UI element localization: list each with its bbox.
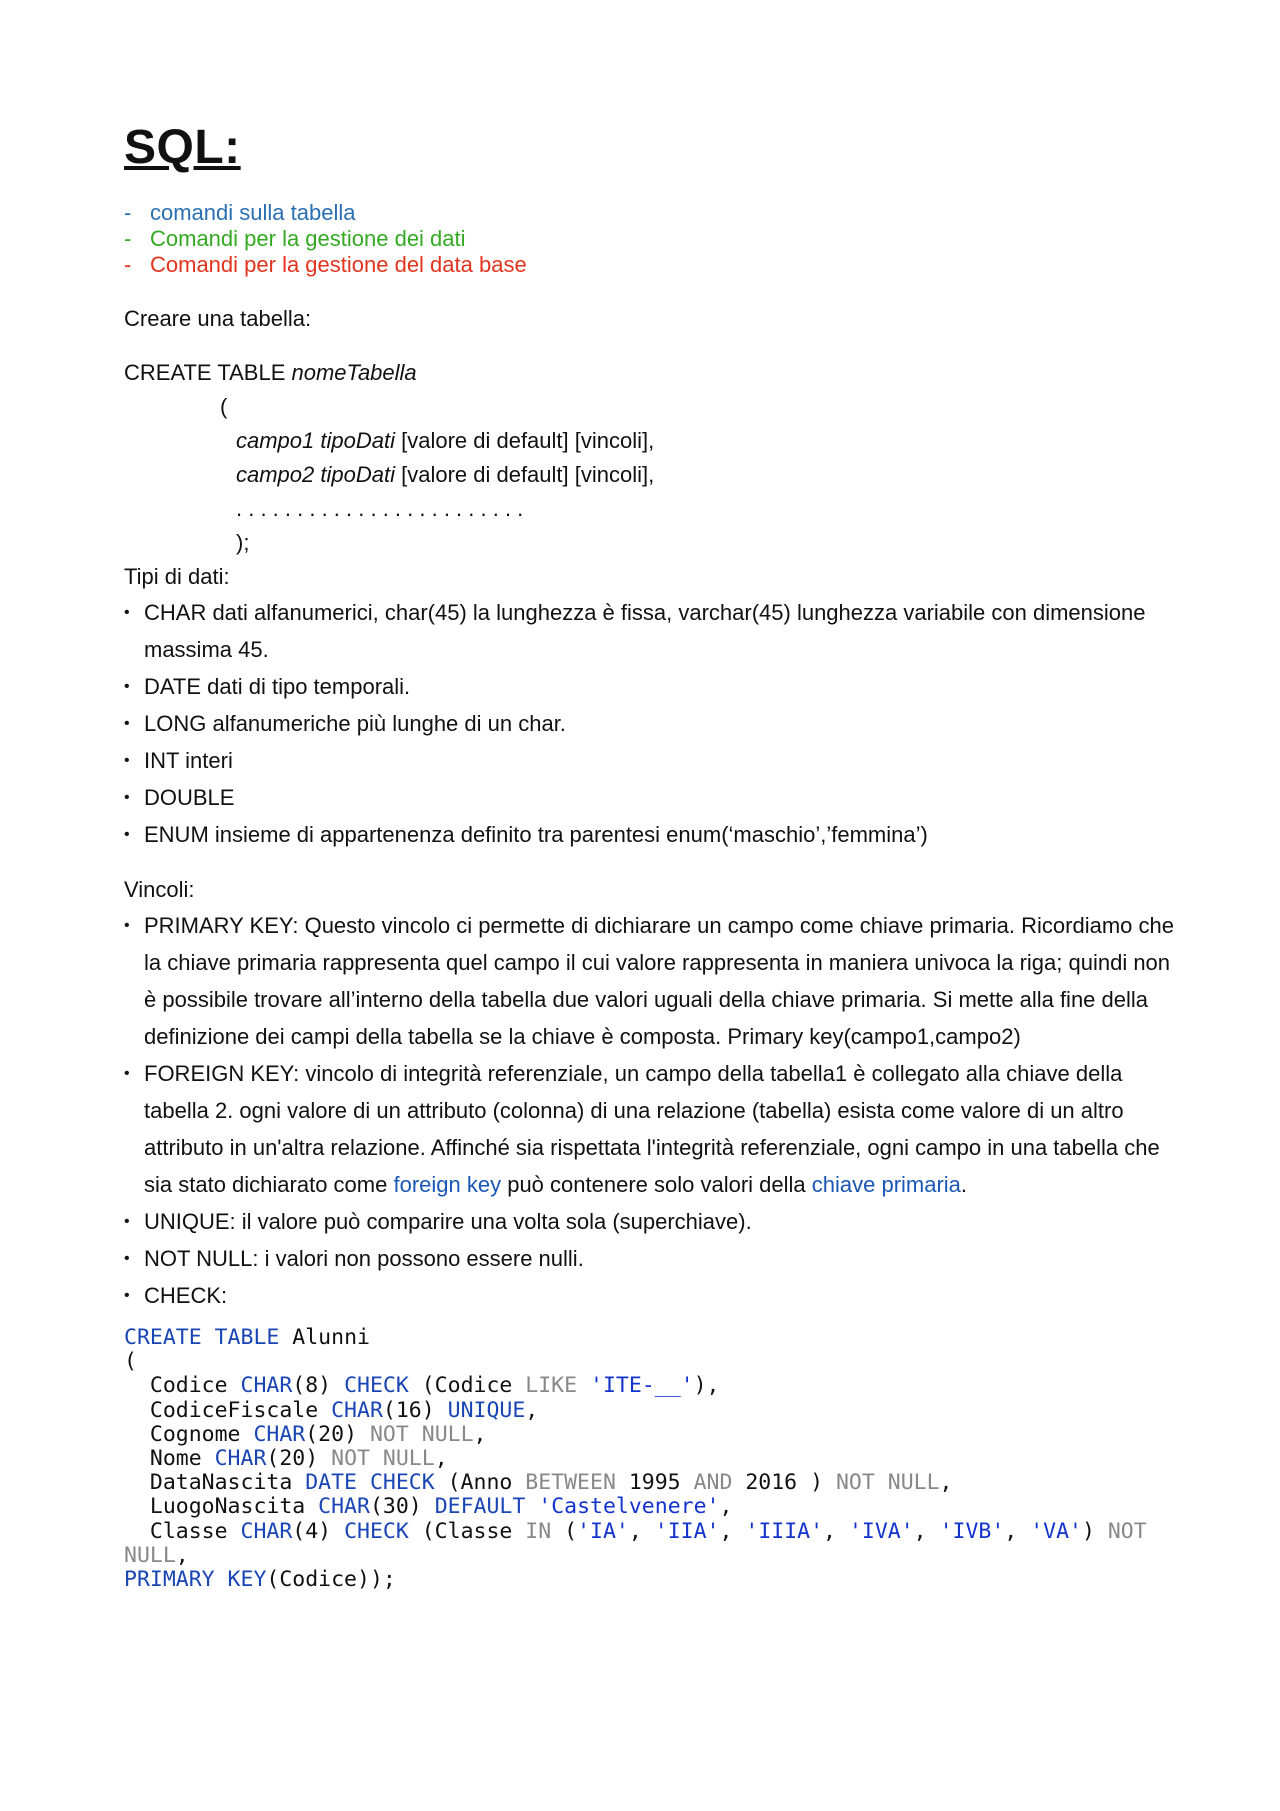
code-line — [124, 1567, 396, 1592]
code-token: (8) — [292, 1373, 345, 1399]
code-token: CodiceFiscale — [124, 1397, 332, 1423]
code-token: LuogoNascita — [124, 1494, 319, 1520]
foreign-key-link[interactable]: foreign key — [393, 1172, 502, 1197]
syntax-field: campo1 tipoDati — [236, 428, 395, 453]
bullet-icon: • — [124, 678, 130, 695]
code-token: 'IIIA' — [745, 1518, 824, 1544]
code-token: (16) — [382, 1397, 448, 1423]
code-token: NOT NULL — [835, 1470, 940, 1496]
code-token: CHAR — [253, 1421, 306, 1447]
code-token: (20) — [266, 1446, 332, 1472]
command-legend — [124, 200, 1184, 278]
bullet-icon: • — [124, 1287, 130, 1304]
code-token: UNIQUE — [447, 1397, 526, 1423]
code-token: , — [525, 1397, 539, 1423]
chiave-primaria-link[interactable]: chiave primaria — [811, 1172, 961, 1197]
syntax-dots: . . . . . . . . . . . . . . . . . . . . . . . . — [236, 496, 524, 521]
code-line — [124, 1422, 486, 1447]
syntax-close-paren: ); — [236, 530, 250, 555]
legend-item — [124, 200, 1184, 226]
list-item — [124, 1203, 1184, 1240]
list-item — [124, 742, 1184, 779]
legend-item — [124, 252, 1184, 278]
code-token: CREATE TABLE — [124, 1325, 280, 1350]
bullet-icon: • — [124, 826, 130, 843]
list-item — [124, 1240, 1184, 1277]
list-item-text: può contenere solo valori della — [501, 1172, 812, 1197]
bullet-icon: • — [124, 715, 130, 732]
code-token: LIKE — [525, 1373, 578, 1399]
code-token: AND — [693, 1470, 733, 1496]
bullet-icon: • — [124, 789, 130, 806]
code-token: CHAR — [240, 1373, 293, 1399]
data-types-heading: Tipi di dati: — [124, 564, 230, 589]
code-line — [124, 1398, 538, 1423]
code-token: NOT — [1107, 1518, 1147, 1544]
code-token: , — [175, 1542, 189, 1568]
create-table-syntax — [124, 356, 1184, 560]
code-token: , — [913, 1518, 940, 1544]
syntax-keyword: CREATE TABLE — [124, 360, 292, 385]
document-page — [124, 118, 1184, 1592]
list-item-text: LONG alfanumeriche più lunghe di un char. — [144, 711, 566, 736]
code-line — [124, 1446, 448, 1471]
code-token: NOT NULL — [369, 1421, 474, 1447]
syntax-field: campo2 tipoDati — [236, 462, 395, 487]
legend-text: comandi sulla tabella — [150, 200, 356, 225]
code-token: 'IVA' — [848, 1518, 914, 1544]
page-title: SQL: — [124, 121, 241, 174]
constraints-list — [124, 907, 1184, 1314]
code-token: ) — [1081, 1518, 1108, 1544]
code-token: NULL — [124, 1542, 176, 1568]
code-token: (30) — [369, 1494, 435, 1520]
code-token: CHAR — [240, 1518, 293, 1544]
bullet-icon: • — [124, 604, 130, 621]
list-item — [124, 594, 1184, 668]
code-line — [124, 1543, 189, 1568]
code-token: , — [719, 1518, 746, 1544]
bullet-icon: • — [124, 752, 130, 769]
code-token: ( — [124, 1349, 137, 1375]
list-item-text: CHECK: — [144, 1283, 228, 1308]
list-item-text: PRIMARY KEY: Questo vincolo ci permette di dichiarare un campo come chiave primaria. Ricordiamo che la chiave primaria rappresenta quel campo il cui valore rappresenta in maniera univoca la riga; quindi non è possibile trovare all’interno della tabella due valori uguali della chiave primaria. Si mette alla fine della definizione dei campi della tabella se la chiave è composta. Primary key(campo1,campo2) — [144, 913, 1174, 1049]
code-token: , — [1004, 1518, 1031, 1544]
legend-text: Comandi per la gestione del data base — [150, 252, 527, 277]
legend-text: Comandi per la gestione dei dati — [150, 226, 466, 251]
code-token: (Anno — [434, 1470, 526, 1496]
code-token: CHECK — [344, 1518, 409, 1544]
code-line — [124, 1519, 1147, 1544]
list-item — [124, 907, 1184, 1055]
code-token: BETWEEN — [525, 1470, 616, 1496]
legend-item — [124, 226, 1184, 252]
code-token: , — [434, 1446, 448, 1472]
syntax-open-paren: ( — [220, 394, 228, 419]
list-item — [124, 1277, 1184, 1314]
code-token: NOT NULL — [331, 1446, 435, 1472]
code-token — [525, 1494, 538, 1519]
code-token: PRIMARY KEY — [124, 1567, 267, 1593]
constraints-heading: Vincoli: — [124, 877, 195, 902]
list-item-text: FOREIGN KEY: vincolo di integrità referenziale, un campo della tabella1 è collegato alla chiave della tabella 2. ogni valore di un attributo (colonna) di una relazione (tabella) esista come valore di un altro attributo in un'altra relazione. Affinché sia rispettata l'integrità referenziale, ogni campo in una tabella che sia stato dichiarato come — [144, 1061, 1160, 1197]
list-item — [124, 668, 1184, 705]
syntax-rest: [valore di default] [vincoli], — [394, 462, 655, 487]
bullet-icon: • — [124, 1250, 130, 1267]
code-token: (4) — [292, 1518, 345, 1544]
syntax-line — [124, 356, 1184, 390]
code-token: 'IVB' — [939, 1518, 1005, 1544]
code-token: (Codice — [408, 1373, 526, 1399]
code-token: , — [628, 1518, 655, 1544]
legend-dash: - — [124, 252, 132, 277]
code-token: CHAR — [318, 1494, 370, 1520]
code-token: DataNascita — [124, 1470, 306, 1496]
syntax-line — [124, 458, 1184, 492]
code-token: Classe — [124, 1518, 241, 1544]
code-token: Codice — [124, 1373, 241, 1399]
list-item-text: . — [960, 1172, 968, 1197]
code-token: , — [473, 1421, 487, 1447]
bullet-icon: • — [124, 917, 130, 934]
code-token: CHECK — [344, 1373, 409, 1399]
list-item-text: INT interi — [144, 748, 233, 773]
code-token: Alunni — [279, 1325, 370, 1350]
code-token: (Classe — [408, 1518, 526, 1544]
code-token: 1995 — [615, 1470, 694, 1496]
code-token: 'Castelvenere' — [538, 1494, 720, 1520]
syntax-rest: [valore di default] [vincoli], — [394, 428, 655, 453]
list-item — [124, 1055, 1184, 1203]
code-line — [124, 1325, 370, 1350]
code-token: , — [939, 1470, 953, 1496]
code-token: , — [823, 1518, 849, 1544]
list-item-text: UNIQUE: il valore può comparire una volta sola (superchiave). — [144, 1209, 752, 1234]
legend-dash: - — [124, 200, 132, 225]
code-token: CHAR — [214, 1446, 267, 1472]
code-token: , — [719, 1494, 733, 1520]
data-types-list — [124, 594, 1184, 853]
bullet-icon: • — [124, 1213, 130, 1230]
code-token: 'VA' — [1030, 1518, 1082, 1544]
code-line — [124, 1470, 952, 1495]
list-item — [124, 816, 1184, 853]
code-token: DATE CHECK — [305, 1470, 435, 1496]
code-token: DEFAULT — [434, 1494, 526, 1520]
code-token: IN — [525, 1518, 552, 1544]
sql-code-block — [124, 1326, 1184, 1592]
code-token: Cognome — [124, 1421, 254, 1447]
code-line — [124, 1494, 732, 1519]
syntax-line — [124, 424, 1184, 458]
code-token: 'IA' — [577, 1518, 629, 1544]
code-token: 'ITE-__' — [590, 1373, 694, 1399]
code-token: ( — [551, 1518, 578, 1544]
code-token — [577, 1373, 590, 1398]
code-token: (20) — [305, 1421, 370, 1447]
code-token: (Codice)); — [266, 1567, 396, 1593]
list-item-text: NOT NULL: i valori non possono essere nulli. — [144, 1246, 584, 1271]
list-item — [124, 705, 1184, 742]
legend-dash: - — [124, 226, 132, 251]
code-line — [124, 1373, 719, 1398]
code-token: Nome — [124, 1446, 215, 1472]
list-item-text: DOUBLE — [144, 785, 235, 810]
code-token: ), — [693, 1373, 720, 1399]
list-item — [124, 779, 1184, 816]
list-item-text: CHAR dati alfanumerici, char(45) la lunghezza è fissa, varchar(45) lunghezza variabile con dimensione massima 45. — [144, 600, 1146, 662]
list-item-text: DATE dati di tipo temporali. — [144, 674, 411, 699]
code-line — [124, 1349, 137, 1374]
code-token: 'IIA' — [654, 1518, 720, 1544]
create-table-heading: Creare una tabella: — [124, 306, 312, 331]
list-item-text: ENUM insieme di appartenenza definito tra parentesi enum(‘maschio’,’femmina’) — [144, 822, 928, 847]
code-token: CHAR — [331, 1397, 383, 1423]
syntax-table-name: nomeTabella — [291, 360, 417, 385]
bullet-icon: • — [124, 1065, 130, 1082]
code-token: 2016 ) — [732, 1470, 836, 1496]
